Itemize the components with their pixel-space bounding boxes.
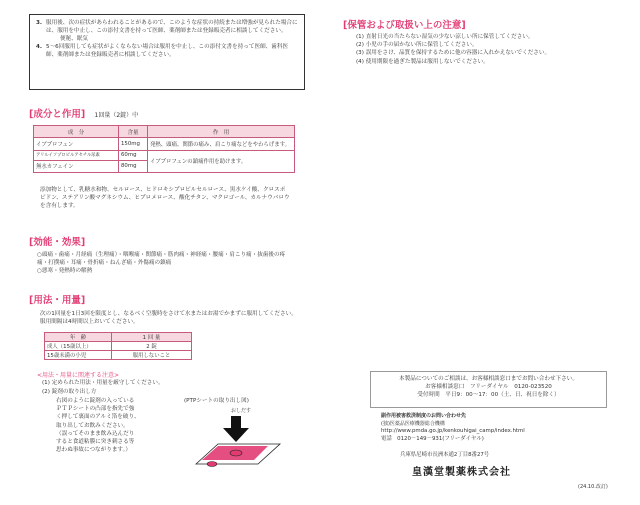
dosage-age: 成人（15歳以上）: [45, 342, 112, 351]
dosage-text: 次の1回量を1日3回を限度とし、なるべく空腹時をさけて水またはお湯でかまずに服用してください。服用間隔は4時間以上おいてください。: [40, 311, 297, 326]
ptp-diagram-caption: (PTPシートの取り出し図): [184, 398, 249, 404]
note-line: 思わぬ事故につながります。）: [56, 447, 131, 454]
efficacy-line-2: ○悪寒・発熱時の解熱: [37, 268, 93, 275]
dosage-amount: 服用しないこと: [112, 351, 192, 360]
table-row: [34, 138, 295, 150]
ingredient-name: アリルイソプロピルアセチル尿素: [34, 150, 119, 160]
warning-item-symptoms: [36, 35, 298, 43]
warning-symptoms: 便秘、眠気: [60, 36, 88, 42]
ptp-diagram: [188, 410, 288, 470]
efficacy-line-1: ○頭痛・歯痛・月経痛（生理痛）・咽喉痛・関節痛・筋肉痛・神経痛・腰痛・肩こり痛・抜歯後の疼痛・打撲痛・耳痛・骨折痛・ねんざ痛・外傷痛の鎮痛: [37, 252, 286, 267]
pill-icon: [207, 462, 217, 467]
warning-text: 5～6回服用しても症状がよくならない場合は服用を中止し、この添付文書を持って医師、歯科医師、薬剤師または登録販売者に相談してください。: [46, 44, 289, 58]
warning-item-4: [36, 43, 298, 59]
storage-item: (4) 使用期限を過ぎた製品は服用しないでください。: [356, 58, 489, 65]
storage-list: [356, 33, 626, 66]
dosage-notes-title: <用法・用量に関連する注意>: [37, 372, 120, 379]
push-arrow-icon: [223, 416, 249, 442]
ingredients-additives: 添加物として、乳糖水和物、セルロース、ヒドロキシプロピルセルロース、黒水ケイ酸、クロスポビドン、ステアリン酸マグネシウム、ヒプロメロース、酸化チタン、マクロゴール、カルナウバロウを含有します。: [40, 187, 290, 210]
ingredients-title-text: [成分と作用]: [29, 109, 86, 120]
note-line: 右図のように錠剤の入っている: [56, 398, 135, 404]
dosage-header-dose: 1 回 量: [112, 333, 192, 342]
relief-url: http://www.pmda.go.jp/kenkouhigai_camp/index.html: [381, 428, 525, 434]
note-line: 取り出してお飲みください。: [56, 422, 129, 429]
contact-line-2: お客様相談窓口 フリーダイヤル 0120-023520: [425, 384, 552, 391]
table-row: [45, 351, 192, 360]
ingredients-header-effect: 作 用: [148, 126, 295, 138]
warning-box: [29, 14, 305, 90]
table-row: [34, 150, 295, 160]
pill-icon: [230, 450, 242, 456]
ingredient-amount: 60mg: [119, 150, 148, 160]
warning-item-3: [36, 19, 298, 35]
dosage-note-2: (2) 錠剤の取り出し方: [42, 389, 97, 395]
relief-org: (独)医薬品医療機器総合機構: [381, 420, 445, 427]
warning-number: 4.: [36, 44, 43, 50]
table-row: [45, 342, 192, 351]
note-line: く押して裏面のアルミ箔を破り、: [56, 414, 140, 421]
note-line: ＰＴＰシートの凸部を指先で強: [56, 406, 135, 413]
ingredient-effect: 発熱、頭痛、関節の痛み、肩こり痛などをやわらげます。: [148, 138, 295, 150]
dosage-title: [用法・用量]: [29, 295, 86, 306]
storage-item: (1) 直射日光の当たらない湿気の少ない涼しい所に保管してください。: [356, 34, 534, 40]
ingredient-name: イブプロフェン: [34, 138, 119, 150]
contact-line-3: 受付時間 平日9：00～17：00（土、日、祝日を除く）: [417, 392, 560, 399]
company-address: 兵庫県尼崎市長洲本通2丁目8番27号: [400, 452, 490, 458]
dosage-amount: 2 錠: [112, 342, 192, 351]
storage-item: (2) 小児の手の届かない所に保管してください。: [356, 42, 478, 49]
revision-date: (24.10.改訂): [578, 484, 608, 490]
ingredients-title: [29, 109, 138, 122]
storage-title: [保管および取扱い上の注意]: [343, 20, 466, 31]
ingredient-amount: 80mg: [119, 160, 148, 172]
warning-text: 服用後、次の症状があらわれることがあるので、このような症状の持続または増強が見られた場合には、服用を中止し、この添付文書を持って医師、薬剤師または登録販売者に相談してください。: [46, 20, 298, 34]
relief-title: 副作用被害救済制度のお問い合わせ先: [381, 413, 467, 419]
note-line: （誤ってそのまま飲み込んだり: [56, 430, 135, 437]
contact-box: [370, 371, 607, 408]
ptp-push-label: おしだす: [231, 408, 252, 414]
dosage-header-age: 年 齢: [45, 333, 112, 342]
dosage-note-lines: [56, 397, 186, 454]
efficacy-text: [37, 251, 295, 276]
dosage-table: [44, 332, 192, 360]
warning-number: 3.: [36, 20, 43, 26]
storage-item: (3) 誤用をさけ、品質を保持するために他の容器に入れかえないでください。: [356, 50, 551, 57]
ingredients-header-name: 成 分: [34, 126, 119, 138]
note-line: すると食道粘膜に突き刺さる等: [56, 439, 135, 446]
ingredient-amount: 150mg: [119, 138, 148, 150]
relief-tel: 電話 0120－149－931(フリーダイヤル): [381, 435, 484, 442]
ingredient-effect: イブプロフェンの鎮痛作用を助けます。: [148, 150, 295, 172]
relief-info: [381, 413, 621, 443]
ingredients-table: [33, 125, 295, 173]
dosage-age: 15歳未満の小児: [45, 351, 112, 360]
contact-line-1: 本製品についてのご相談は、お客様相談窓口までお問い合わせ下さい。: [399, 376, 578, 382]
ingredients-subtitle: 1回量（2錠）中: [94, 112, 139, 119]
ingredients-header-amount: 含量: [119, 126, 148, 138]
dosage-note-1: (1) 定められた用法・用量を厳守してください。: [42, 380, 164, 386]
company-name: 皇漢堂製薬株式会社: [412, 467, 511, 478]
ingredient-name: 無水カフェイン: [34, 160, 119, 172]
efficacy-title: [効能・効果]: [29, 237, 86, 248]
